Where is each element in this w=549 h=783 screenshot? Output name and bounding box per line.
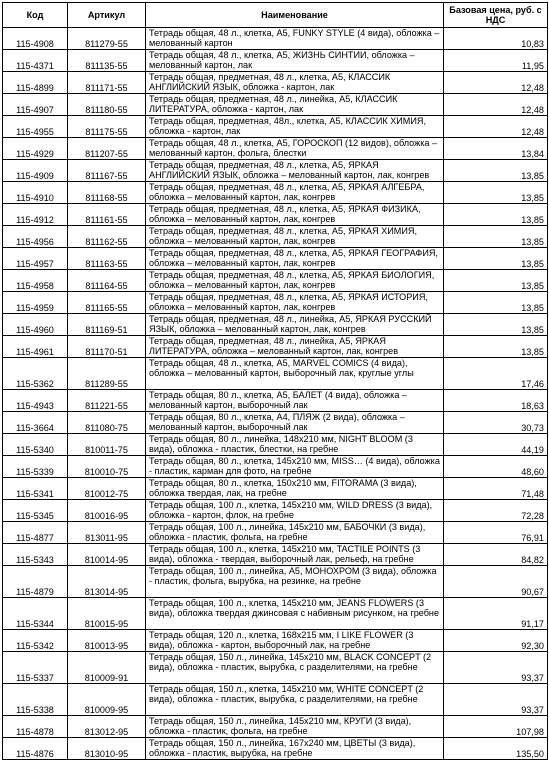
product-name: Тетрадь общая, 150 л., линейка, 145х210 мм, BLACK CONCEPT (2 вида), обложка - пластик, вырубка, с разделителями, на гребне bbox=[146, 652, 444, 684]
product-code: 115-4957 bbox=[3, 248, 68, 270]
product-name: Тетрадь общая, 80 л., клетка, 145х210 мм, MISS… (4 вида), обложка - пластик, карман для фото, на гребне bbox=[146, 456, 444, 478]
product-article: 810009-91 bbox=[68, 652, 146, 684]
product-price: 71,48 bbox=[444, 478, 548, 500]
product-code: 115-5345 bbox=[3, 500, 68, 522]
table-row bbox=[3, 336, 548, 358]
product-price: 76,91 bbox=[444, 522, 548, 544]
table-row bbox=[3, 434, 548, 456]
product-code: 115-5341 bbox=[3, 478, 68, 500]
product-price: 72,28 bbox=[444, 500, 548, 522]
product-name: Тетрадь общая, 80 л., линейка, 148х210 мм, NIGHT BLOOM (3 вида), обложка - пластик, блестки, на гребне bbox=[146, 434, 444, 456]
table-row bbox=[3, 138, 548, 160]
product-article: 811162-55 bbox=[68, 226, 146, 248]
product-price: 135,50 bbox=[444, 738, 548, 760]
table-row bbox=[3, 390, 548, 412]
table-row bbox=[3, 116, 548, 138]
product-article: 810014-95 bbox=[68, 544, 146, 566]
product-code: 115-4371 bbox=[3, 50, 68, 72]
product-price: 12,48 bbox=[444, 116, 548, 138]
product-name: Тетрадь общая, 100 л., линейка, 145х210 мм, БАБОЧКИ (3 вида), обложка - пластик, фольга, на гребне bbox=[146, 522, 444, 544]
product-code: 115-4929 bbox=[3, 138, 68, 160]
product-price: 13,85 bbox=[444, 336, 548, 358]
table-row bbox=[3, 50, 548, 72]
product-name: Тетрадь общая, 48 л., клетка, А5, ЖИЗНЬ СИНТИИ, обложка – мелованный картон, лак bbox=[146, 50, 444, 72]
table-row bbox=[3, 248, 548, 270]
product-name: Тетрадь общая, 80 л., клетка, А4, ПЛЯЖ (2 вида), обложка – мелованный картон, выборочный лак bbox=[146, 412, 444, 434]
product-article: 811279-55 bbox=[68, 28, 146, 50]
table-row bbox=[3, 478, 548, 500]
product-name: Тетрадь общая, 48 л., клетка, А5, ГОРОСКОП (12 видов), обложка – мелованный картон, фольга, блестки bbox=[146, 138, 444, 160]
product-price: 11,95 bbox=[444, 50, 548, 72]
table-row bbox=[3, 566, 548, 598]
product-price: 13,85 bbox=[444, 160, 548, 182]
header-article: Артикул bbox=[68, 3, 146, 28]
table-row bbox=[3, 292, 548, 314]
product-price: 93,37 bbox=[444, 652, 548, 684]
product-article: 811168-55 bbox=[68, 182, 146, 204]
table-row bbox=[3, 500, 548, 522]
product-name: Тетрадь общая, предметная, 48 л., клетка, А5, ЯРКАЯ ИСТОРИЯ, обложка – мелованный картон, лак, конгрев bbox=[146, 292, 444, 314]
product-name: Тетрадь общая, 150 л., клетка, 145х210 мм, WHITE CONCEPT (2 вида), обложка - пластик, вырубка, с разделителями, на гребне bbox=[146, 684, 444, 716]
price-table bbox=[2, 2, 548, 760]
table-row bbox=[3, 182, 548, 204]
product-name: Тетрадь общая, предметная, 48 л., клетка, А5, КЛАССИК АНГЛИЙСКИЙ ЯЗЫК, обложка - картон, лак bbox=[146, 72, 444, 94]
product-article: 811180-55 bbox=[68, 94, 146, 116]
product-price: 13,85 bbox=[444, 226, 548, 248]
product-article: 811221-55 bbox=[68, 390, 146, 412]
product-name: Тетрадь общая, предметная, 48 л., клетка, А5, ЯРКАЯ ХИМИЯ, обложка – мелованный картон, лак, конгрев bbox=[146, 226, 444, 248]
table-row bbox=[3, 28, 548, 50]
product-article: 811163-55 bbox=[68, 248, 146, 270]
product-name: Тетрадь общая, 48 л., клетка, А5, MARVEL COMICS (4 вида), обложка – мелованный картон, выборочный лак, круглые углы bbox=[146, 358, 444, 390]
product-code: 115-4908 bbox=[3, 28, 68, 50]
product-name: Тетрадь общая, предметная, 48 л., клетка, А5, ЯРКАЯ БИОЛОГИЯ, обложка – мелованный картон, лак, конгрев bbox=[146, 270, 444, 292]
table-row bbox=[3, 684, 548, 716]
product-name: Тетрадь общая, предметная, 48 л., клетка, А5, ЯРКАЯ АНГЛИЙСКИЙ ЯЗЫК, обложка – мелованный картон, лак, конгрев bbox=[146, 160, 444, 182]
product-name: Тетрадь общая, 80 л., клетка, А5, БАЛЕТ (4 вида), обложка – мелованный картон, выборочный лак bbox=[146, 390, 444, 412]
product-name: Тетрадь общая, предметная, 48 л., клетка, А5, ЯРКАЯ АЛГЕБРА, обложка – мелованный картон, лак, конгрев bbox=[146, 182, 444, 204]
table-row bbox=[3, 358, 548, 390]
product-code: 115-4910 bbox=[3, 182, 68, 204]
product-code: 115-5362 bbox=[3, 358, 68, 390]
product-code: 115-5342 bbox=[3, 630, 68, 652]
product-price: 13,85 bbox=[444, 270, 548, 292]
product-price: 12,48 bbox=[444, 94, 548, 116]
product-article: 811169-51 bbox=[68, 314, 146, 336]
table-row bbox=[3, 630, 548, 652]
header-name: Наименование bbox=[146, 3, 444, 28]
table-row bbox=[3, 204, 548, 226]
product-code: 115-4956 bbox=[3, 226, 68, 248]
product-name: Тетрадь общая, 48 л., клетка, А5, FUNKY STYLE (4 вида), обложка – мелованный картон bbox=[146, 28, 444, 50]
product-price: 13,85 bbox=[444, 292, 548, 314]
table-row bbox=[3, 314, 548, 336]
product-article: 811207-55 bbox=[68, 138, 146, 160]
product-article: 810012-75 bbox=[68, 478, 146, 500]
product-name: Тетрадь общая, 100 л., линейка, А5, МОНОХРОМ (3 вида), обложка - пластик, фольга, вырубка, на резинке, на гребне bbox=[146, 566, 444, 598]
product-name: Тетрадь общая, предметная, 48 л., линейка, А5, КЛАССИК ЛИТЕРАТУРА, обложка - картон, лак bbox=[146, 94, 444, 116]
product-code: 115-4955 bbox=[3, 116, 68, 138]
product-price: 17,46 bbox=[444, 358, 548, 390]
table-row bbox=[3, 226, 548, 248]
table-row bbox=[3, 412, 548, 434]
product-article: 810016-95 bbox=[68, 500, 146, 522]
product-article: 810011-75 bbox=[68, 434, 146, 456]
product-name: Тетрадь общая, 80 л., клетка, 150х210 мм, FITORAMA (3 вида), обложка твердая, лак, на гребне bbox=[146, 478, 444, 500]
product-code: 115-5343 bbox=[3, 544, 68, 566]
product-price: 13,85 bbox=[444, 182, 548, 204]
product-code: 115-4907 bbox=[3, 94, 68, 116]
product-price: 18,63 bbox=[444, 390, 548, 412]
product-code: 115-4961 bbox=[3, 336, 68, 358]
product-code: 115-4876 bbox=[3, 738, 68, 760]
table-row bbox=[3, 160, 548, 182]
header-price: Базовая цена, руб. с НДС bbox=[444, 3, 548, 28]
product-article: 811164-55 bbox=[68, 270, 146, 292]
table-row bbox=[3, 544, 548, 566]
product-article: 810009-95 bbox=[68, 684, 146, 716]
product-price: 30,73 bbox=[444, 412, 548, 434]
table-body bbox=[3, 28, 548, 760]
product-price: 84,82 bbox=[444, 544, 548, 566]
product-price: 48,60 bbox=[444, 456, 548, 478]
product-article: 810010-75 bbox=[68, 456, 146, 478]
product-price: 93,37 bbox=[444, 684, 548, 716]
product-name: Тетрадь общая, 100 л., клетка, 145х210 мм, JEANS FLOWERS (3 вида), обложка твердая джинсовая с набивным рисунком, на гребне bbox=[146, 598, 444, 630]
table-row bbox=[3, 652, 548, 684]
table-row bbox=[3, 270, 548, 292]
header-row bbox=[3, 3, 548, 28]
product-code: 115-4879 bbox=[3, 566, 68, 598]
product-article: 811165-55 bbox=[68, 292, 146, 314]
product-name: Тетрадь общая, 150 л., линейка, 145х210 мм, КРУГИ (3 вида), обложка - пластик, фольга, на гребне bbox=[146, 716, 444, 738]
table-row bbox=[3, 738, 548, 760]
product-price: 90,67 bbox=[444, 566, 548, 598]
product-code: 115-4899 bbox=[3, 72, 68, 94]
product-article: 811289-55 bbox=[68, 358, 146, 390]
product-code: 115-5339 bbox=[3, 456, 68, 478]
product-code: 115-4960 bbox=[3, 314, 68, 336]
product-article: 811171-55 bbox=[68, 72, 146, 94]
product-price: 13,84 bbox=[444, 138, 548, 160]
product-price: 91,17 bbox=[444, 598, 548, 630]
product-article: 813010-95 bbox=[68, 738, 146, 760]
product-article: 813012-95 bbox=[68, 716, 146, 738]
table-row bbox=[3, 456, 548, 478]
product-article: 810013-95 bbox=[68, 630, 146, 652]
table-row bbox=[3, 716, 548, 738]
product-name: Тетрадь общая, 120 л., клетка, 168х215 мм, I LIKE FLOWER (3 вида), обложка - картон, выборочный лак, на гребне bbox=[146, 630, 444, 652]
product-code: 115-4878 bbox=[3, 716, 68, 738]
product-price: 13,85 bbox=[444, 248, 548, 270]
product-article: 811175-55 bbox=[68, 116, 146, 138]
product-article: 813014-95 bbox=[68, 566, 146, 598]
product-name: Тетрадь общая, предметная, 48л., клетка, А5, КЛАССИК ХИМИЯ, обложка - картон, лак bbox=[146, 116, 444, 138]
product-code: 115-5337 bbox=[3, 652, 68, 684]
product-price: 13,85 bbox=[444, 314, 548, 336]
table-row bbox=[3, 72, 548, 94]
product-price: 44,19 bbox=[444, 434, 548, 456]
product-name: Тетрадь общая, 100 л., клетка, 145х210 мм, WILD DRESS (3 вида), обложка - картон, флок, на гребне bbox=[146, 500, 444, 522]
table-row bbox=[3, 94, 548, 116]
product-price: 107,98 bbox=[444, 716, 548, 738]
product-name: Тетрадь общая, предметная, 48 л., клетка, А5, ЯРКАЯ ФИЗИКА, обложка – мелованный картон, лак, конгрев bbox=[146, 204, 444, 226]
product-article: 813011-95 bbox=[68, 522, 146, 544]
product-name: Тетрадь общая, 150 л., линейка, 167х240 мм, ЦВЕТЫ (3 вида), обложка - пластик, вырубка, на гребне bbox=[146, 738, 444, 760]
product-price: 13,85 bbox=[444, 204, 548, 226]
product-code: 115-4909 bbox=[3, 160, 68, 182]
product-code: 115-4912 bbox=[3, 204, 68, 226]
product-code: 115-4877 bbox=[3, 522, 68, 544]
product-article: 811170-51 bbox=[68, 336, 146, 358]
product-code: 115-5340 bbox=[3, 434, 68, 456]
product-article: 811167-55 bbox=[68, 160, 146, 182]
product-code: 115-4958 bbox=[3, 270, 68, 292]
product-article: 811135-55 bbox=[68, 50, 146, 72]
product-article: 811080-75 bbox=[68, 412, 146, 434]
product-code: 115-3664 bbox=[3, 412, 68, 434]
product-price: 92,30 bbox=[444, 630, 548, 652]
product-name: Тетрадь общая, предметная, 48 л., линейка, А5, ЯРКАЯ РУССКИЙ ЯЗЫК, обложка – мелованный картон, лак, конгрев bbox=[146, 314, 444, 336]
table-row bbox=[3, 522, 548, 544]
table-row bbox=[3, 598, 548, 630]
product-article: 810015-95 bbox=[68, 598, 146, 630]
product-price: 12,48 bbox=[444, 72, 548, 94]
product-name: Тетрадь общая, 100 л., клетка, 145х210 мм, TACTILE POINTS (3 вида), обложка - твердая, выборочный лак, рельеф, на гребне bbox=[146, 544, 444, 566]
product-name: Тетрадь общая, предметная, 48 л., клетка, А5, ЯРКАЯ ГЕОГРАФИЯ, обложка – мелованный картон, лак, конгрев bbox=[146, 248, 444, 270]
product-name: Тетрадь общая, предметная, 48 л., линейка, А5, ЯРКАЯ ЛИТЕРАТУРА, обложка – мелованный картон, лак, конгрев bbox=[146, 336, 444, 358]
product-code: 115-4943 bbox=[3, 390, 68, 412]
product-price: 10,83 bbox=[444, 28, 548, 50]
product-code: 115-5338 bbox=[3, 684, 68, 716]
product-code: 115-5344 bbox=[3, 598, 68, 630]
header-code: Код bbox=[3, 3, 68, 28]
product-code: 115-4959 bbox=[3, 292, 68, 314]
product-article: 811161-55 bbox=[68, 204, 146, 226]
